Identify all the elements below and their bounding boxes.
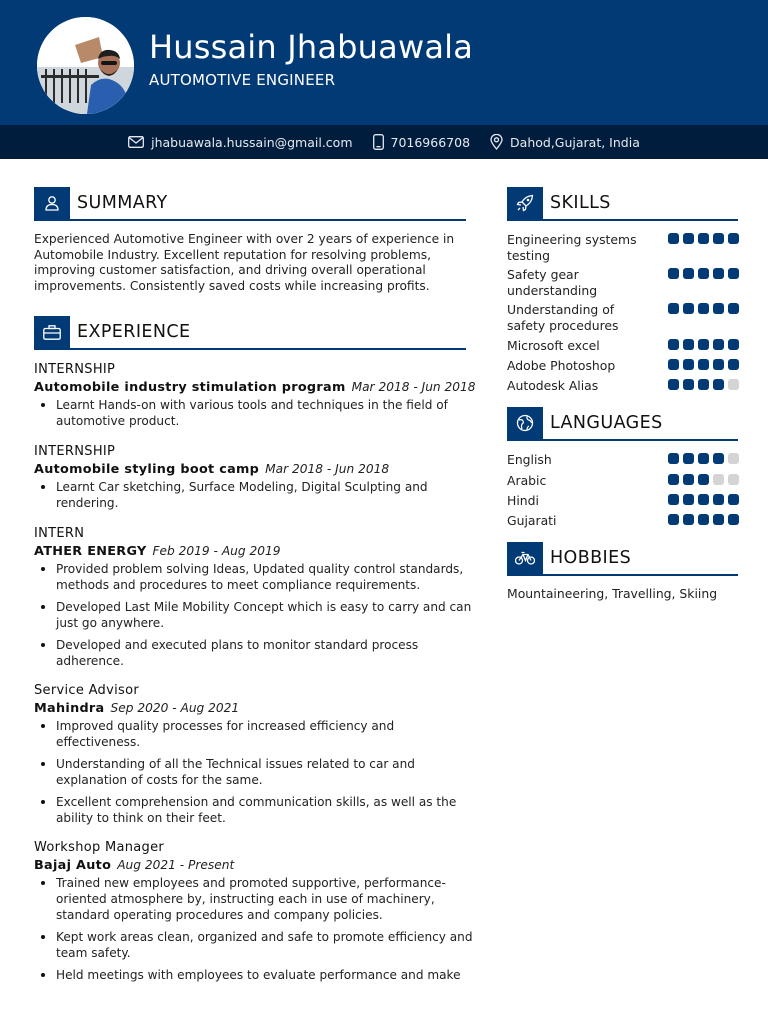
job-role: Service Advisor [34,683,139,698]
rating-dot-filled [683,339,694,350]
job-dates: Aug 2021 - Present [117,858,235,872]
rating-dot-filled [668,303,679,314]
rating-dots [668,268,739,279]
skill-row [507,267,739,298]
rating-dot-filled [683,268,694,279]
experience-item [34,839,474,989]
job-dates: Mar 2018 - Jun 2018 [265,462,390,476]
user-icon [34,187,70,219]
skill-name: Autodesk Alias [507,378,599,393]
rating-dot-filled [683,514,694,525]
rating-dots [668,339,739,350]
job-dates: Feb 2019 - Aug 2019 [152,544,281,558]
rating-dot-empty [728,379,739,390]
rating-dot-filled [668,453,679,464]
rating-dot-empty [728,453,739,464]
rating-dot-filled [713,233,724,244]
skill-name: Engineering systems testing [507,232,637,263]
rating-dot-filled [728,494,739,505]
contact-location [490,134,640,150]
rating-dot-filled [683,494,694,505]
rating-dot-filled [713,379,724,390]
job-bullet: Developed Last Mile Mobility Concept which is easy to carry and can just go anywhere. [34,599,474,631]
contact-email[interactable] [128,135,352,150]
rating-dot-filled [728,359,739,370]
rating-dot-filled [698,453,709,464]
candidate-name: Hussain Jhabuawala [149,28,474,66]
email-text: jhabuawala.hussain@gmail.com [151,134,353,150]
languages-heading [507,407,738,441]
experience-item [34,682,474,832]
experience-heading [34,316,466,350]
rating-dot-filled [713,303,724,314]
rating-dots [668,453,739,464]
envelope-icon [128,136,144,148]
skill-name: Microsoft excel [507,338,600,353]
rating-dot-filled [698,514,709,525]
rating-dots [668,233,739,244]
skill-row [507,358,739,374]
language-row [507,493,739,509]
rating-dots [668,379,739,390]
job-bullet: Learnt Hands-on with various tools and techniques in the field of automotive product. [34,397,474,429]
profile-photo [37,17,134,114]
rating-dot-filled [668,359,679,370]
resume-header [0,0,768,125]
rating-dot-filled [683,474,694,485]
rating-dot-filled [713,339,724,350]
rating-dot-filled [728,339,739,350]
rating-dot-filled [683,303,694,314]
job-bullet: Developed and executed plans to monitor standard process adherence. [34,637,474,669]
phone-text: 7016966708 [390,134,471,150]
job-bullet: Held meetings with employees to evaluate performance and make [34,967,474,983]
rating-dot-filled [728,233,739,244]
job-bullet: Provided problem solving Ideas, Updated quality control standards, methods and procedures to meet compliance requirements. [34,561,474,593]
rating-dot-filled [698,494,709,505]
rating-dot-filled [668,474,679,485]
summary-title: SUMMARY [77,193,168,213]
skill-row [507,302,739,333]
rating-dot-filled [668,514,679,525]
summary-heading [34,187,466,221]
phone-icon [373,134,384,150]
skill-row [507,338,739,354]
bicycle-icon [507,542,543,574]
rating-dot-filled [698,339,709,350]
rating-dot-empty [713,474,724,485]
job-company: Bajaj Auto [34,858,112,873]
languages-title: LANGUAGES [550,413,663,433]
rating-dot-filled [698,474,709,485]
job-role: INTERNSHIP [34,362,116,377]
job-role: Workshop Manager [34,840,165,855]
rating-dot-filled [698,379,709,390]
job-company: Automobile styling boot camp [34,462,260,477]
rating-dot-filled [728,268,739,279]
contact-bar [0,125,768,159]
rating-dot-filled [668,233,679,244]
job-company: Automobile industry stimulation program [34,380,346,395]
experience-item [34,361,474,435]
skill-row [507,378,739,394]
location-text: Dahod,Gujarat, India [510,134,640,150]
job-company: Mahindra [34,701,105,716]
job-bullet: Learnt Car sketching, Surface Modeling, Digital Sculpting and rendering. [34,479,474,511]
candidate-title: AUTOMOTIVE ENGINEER [149,71,336,89]
rating-dots [668,359,739,370]
experience-item [34,443,474,517]
rating-dot-filled [668,339,679,350]
rating-dot-filled [668,379,679,390]
rating-dot-filled [728,303,739,314]
skill-name: Understanding of safety procedures [507,302,619,333]
rating-dot-filled [698,268,709,279]
rating-dot-filled [698,233,709,244]
rating-dot-filled [683,233,694,244]
rating-dot-filled [713,494,724,505]
rating-dot-filled [713,453,724,464]
contact-phone[interactable] [373,134,471,150]
job-dates: Sep 2020 - Aug 2021 [110,701,240,715]
rating-dot-filled [683,379,694,390]
experience-title: EXPERIENCE [77,322,191,342]
language-name: Arabic [507,473,547,488]
job-bullet: Improved quality processes for increased efficiency and effectiveness. [34,718,474,750]
rating-dot-filled [713,359,724,370]
skill-row [507,232,739,263]
language-row [507,513,739,529]
job-role: INTERNSHIP [34,444,116,459]
summary-text: Experienced Automotive Engineer with over 2 years of experience in Automobile Industry. Excellent reputation for resolving problems, improving customer satisfaction, and driving overall operational improvements. Consistently saved costs while increasing profits. [34,232,455,294]
job-dates: Mar 2018 - Jun 2018 [351,380,476,394]
job-bullet: Excellent comprehension and communication skills, as well as the ability to think on their feet. [34,794,474,826]
skill-name: Adobe Photoshop [507,358,616,373]
job-bullet: Kept work areas clean, organized and safe to promote efficiency and team safety. [34,929,474,961]
rating-dot-filled [698,359,709,370]
rating-dots [668,303,739,314]
rating-dot-filled [698,303,709,314]
globe-icon [507,407,543,439]
job-bullet: Understanding of all the Technical issues related to car and explanation of costs for the same. [34,756,474,788]
language-name: Gujarati [507,513,557,528]
job-company: ATHER ENERGY [34,544,147,559]
language-name: English [507,452,552,467]
rating-dot-filled [668,494,679,505]
hobbies-title: HOBBIES [550,548,632,568]
location-pin-icon [490,134,503,150]
experience-item [34,525,474,675]
rating-dots [668,474,739,485]
hobbies-heading [507,542,738,576]
job-bullet: Trained new employees and promoted supportive, performance-oriented atmosphere by, instructing each in use of machinery, standard operating procedures and company policies. [34,875,474,923]
briefcase-icon [34,316,70,348]
hobbies-text: Mountaineering, Travelling, Skiing [507,586,718,601]
rating-dot-filled [713,514,724,525]
language-row [507,452,739,468]
rating-dot-filled [728,514,739,525]
skill-name: Safety gear understanding [507,267,598,298]
rating-dot-filled [713,268,724,279]
language-row [507,473,739,489]
skills-heading [507,187,738,221]
rating-dot-filled [683,453,694,464]
language-name: Hindi [507,493,539,508]
rating-dots [668,494,739,505]
skills-title: SKILLS [550,193,611,213]
rating-dot-filled [668,268,679,279]
rating-dots [668,514,739,525]
rocket-icon [507,187,543,219]
rating-dot-filled [683,359,694,370]
job-role: INTERN [34,526,85,541]
rating-dot-empty [728,474,739,485]
